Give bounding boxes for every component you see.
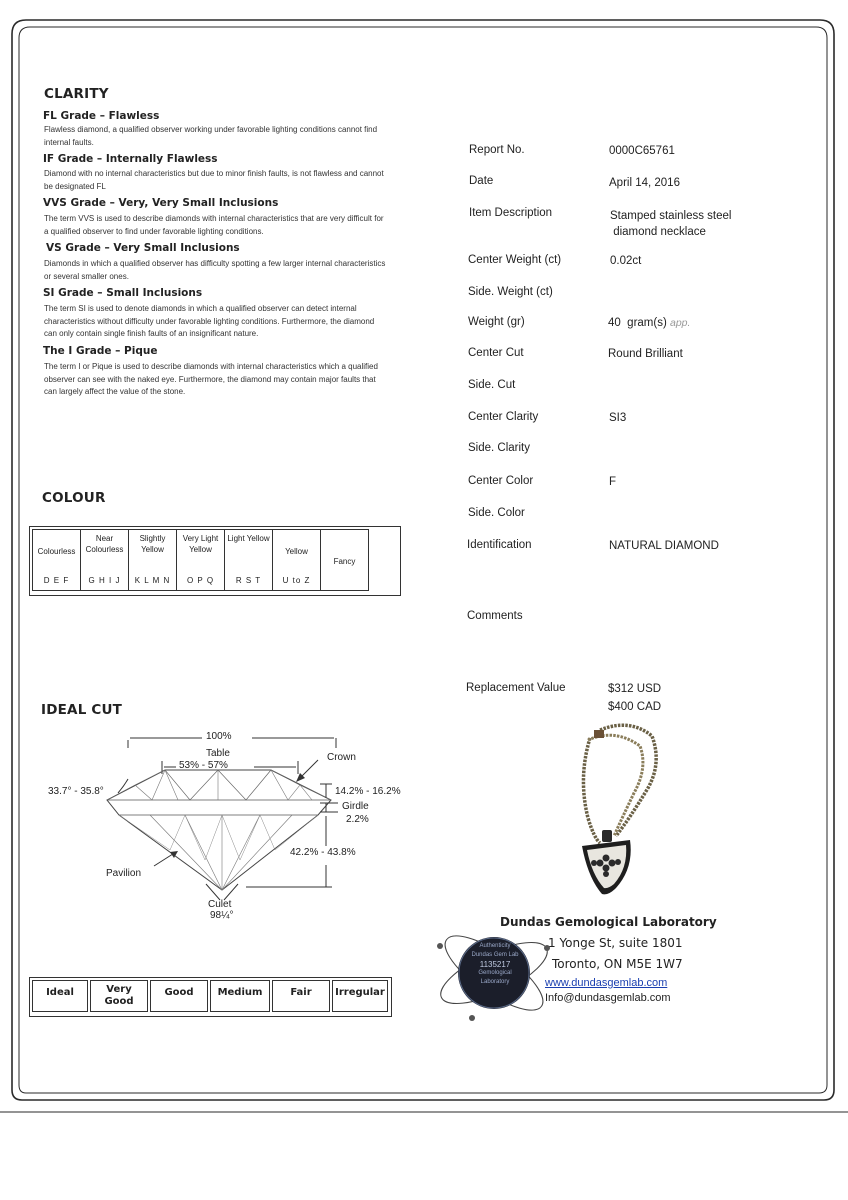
weight-gr-label: Weight (gr) — [468, 316, 525, 328]
cut-crown-label: Crown — [327, 752, 356, 763]
center-color-label: Center Color — [468, 475, 534, 487]
cut-culet-label: Culet — [208, 899, 232, 910]
colour-grades: K L M N — [134, 576, 171, 585]
grade-title-vs: VS Grade – Very Small Inclusions — [46, 242, 240, 254]
cut-grade-irregular: Irregular — [332, 980, 388, 1012]
colour-name: Yellow — [285, 547, 308, 556]
cut-crown-angle: 33.7° - 35.8° — [48, 786, 104, 797]
seal-text — [470, 942, 520, 987]
date-value: April 14, 2016 — [609, 177, 680, 189]
cut-table-label: Table — [206, 748, 230, 759]
seal-line: 1135217 — [479, 960, 511, 969]
colour-grades: U to Z — [282, 576, 311, 585]
grade-desc-vvs: The term VVS is used to describe diamonds with internal characteristics that are very difficult for a qualified observer to find under favorable lighting conditions. — [44, 214, 384, 236]
comments-label: Comments — [467, 610, 523, 622]
colour-name: Colourless — [37, 547, 76, 556]
seal-line: Authenticity — [479, 943, 511, 949]
colour-grades: D E F — [43, 576, 70, 585]
seal-line: Laboratory — [480, 979, 510, 985]
cut-crown-pct: 14.2% - 16.2% — [335, 786, 401, 797]
cut-grade-very-good — [90, 980, 148, 1012]
lab-address-line2: Toronto, ON M5E 1W7 — [552, 957, 683, 971]
grade-title-vvs: VVS Grade – Very, Very Small Inclusions — [43, 197, 279, 209]
grade-desc-if: Diamond with no internal characteristics but due to minor finish faults, is not flawless and cannot be designated FL — [44, 169, 384, 191]
lab-website-link[interactable]: www.dundasgemlab.com — [545, 977, 668, 989]
colour-name: Near Colourless — [85, 534, 124, 554]
grade-desc-si: The term SI is used to denote diamonds in which a qualified observer can detect internal characteristics without difficulty under favorable lighting conditions. Furthermore, the diamond can only contain single finish faults of an insignificant nature. — [44, 304, 375, 338]
cut-grade-label: Very Good — [104, 984, 134, 1007]
date-label: Date — [469, 175, 494, 187]
grade-title-fl: FL Grade – Flawless — [43, 110, 160, 122]
ideal-cut-heading: IDEAL CUT — [41, 702, 123, 718]
seal-line: Gemological — [478, 970, 512, 976]
grade-desc-vs: Diamonds in which a qualified observer has difficulty spotting a few larger internal characteristics or several smaller ones. — [44, 259, 386, 281]
center-cut-value: Round Brilliant — [608, 348, 683, 360]
identification-value: NATURAL DIAMOND — [609, 540, 719, 552]
colour-grades: G H I J — [88, 576, 121, 585]
side-cut-label: Side. Cut — [468, 379, 516, 391]
weight-approx-note: app. — [670, 317, 691, 329]
report-no-value: 0000C65761 — [609, 145, 675, 157]
lab-name: Dundas Gemological Laboratory — [500, 915, 717, 929]
grade-desc-fl: Flawless diamond, a qualified observer working under favorable lighting conditions cannot find internal faults. — [44, 125, 378, 147]
center-weight-value: 0.02ct — [610, 255, 642, 267]
grade-title-i: The I Grade – Pique — [43, 345, 158, 357]
colour-grades: O P Q — [186, 576, 215, 585]
cut-girdle-label: Girdle — [342, 801, 369, 812]
colour-name: Fancy — [333, 557, 356, 566]
cut-width-label: 100% — [206, 731, 232, 742]
item-description-label: Item Description — [469, 207, 553, 219]
cut-table-pct: 53% - 57% — [179, 760, 228, 771]
cut-grade-good: Good — [150, 980, 208, 1012]
colour-heading: COLOUR — [42, 490, 106, 506]
center-clarity-value: SI3 — [609, 412, 627, 424]
weight-gr-value — [608, 317, 690, 329]
cut-grade-medium: Medium — [210, 980, 270, 1012]
necklace-photo — [560, 718, 680, 903]
center-color-value: F — [609, 476, 617, 488]
replacement-value-label: Replacement Value — [466, 682, 566, 694]
report-no-label: Report No. — [469, 144, 525, 156]
colour-grades: R S T — [235, 576, 262, 585]
side-clarity-label: Side. Clarity — [468, 442, 530, 454]
colour-name: Slightly Yellow — [139, 534, 166, 554]
replacement-usd: $312 USD — [608, 683, 662, 695]
clarity-heading: CLARITY — [44, 86, 109, 102]
cut-girdle-pct: 2.2% — [346, 814, 369, 825]
lab-email[interactable]: Info@dundasgemlab.com — [545, 992, 671, 1004]
grade-desc-i: The term I or Pique is used to describe diamonds with internal characteristics which a qualified observer can see with the naked eye. Furthermore, the diamond may contain major faults that can largely affect the value of the stone. — [44, 362, 378, 396]
colour-name: Light Yellow — [227, 534, 270, 543]
center-cut-label: Center Cut — [468, 347, 524, 359]
weight-gr-amount: 40 gram(s) — [608, 317, 667, 329]
cut-pavilion-pct: 42.2% - 43.8% — [290, 847, 356, 858]
cut-pavilion-label: Pavilion — [106, 868, 142, 879]
cut-culet-value: 98¼° — [210, 910, 234, 921]
seal-line: Dundas Gem Lab — [471, 952, 519, 958]
cut-grade-fair: Fair — [272, 980, 330, 1012]
side-color-label: Side. Color — [468, 507, 525, 519]
grade-title-si: SI Grade – Small Inclusions — [43, 287, 203, 299]
cut-grade-ideal: Ideal — [32, 980, 88, 1012]
center-weight-label: Center Weight (ct) — [468, 254, 562, 266]
item-description-value: Stamped stainless steel diamond necklace — [610, 210, 732, 238]
lab-address-line1: 1 Yonge St, suite 1801 — [548, 936, 683, 950]
replacement-cad: $400 CAD — [608, 701, 662, 713]
grade-title-if: IF Grade – Internally Flawless — [43, 153, 218, 165]
identification-label: Identification — [467, 539, 532, 551]
side-weight-label: Side. Weight (ct) — [468, 286, 553, 298]
colour-name: Very Light Yellow — [182, 534, 219, 554]
center-clarity-label: Center Clarity — [468, 411, 539, 423]
